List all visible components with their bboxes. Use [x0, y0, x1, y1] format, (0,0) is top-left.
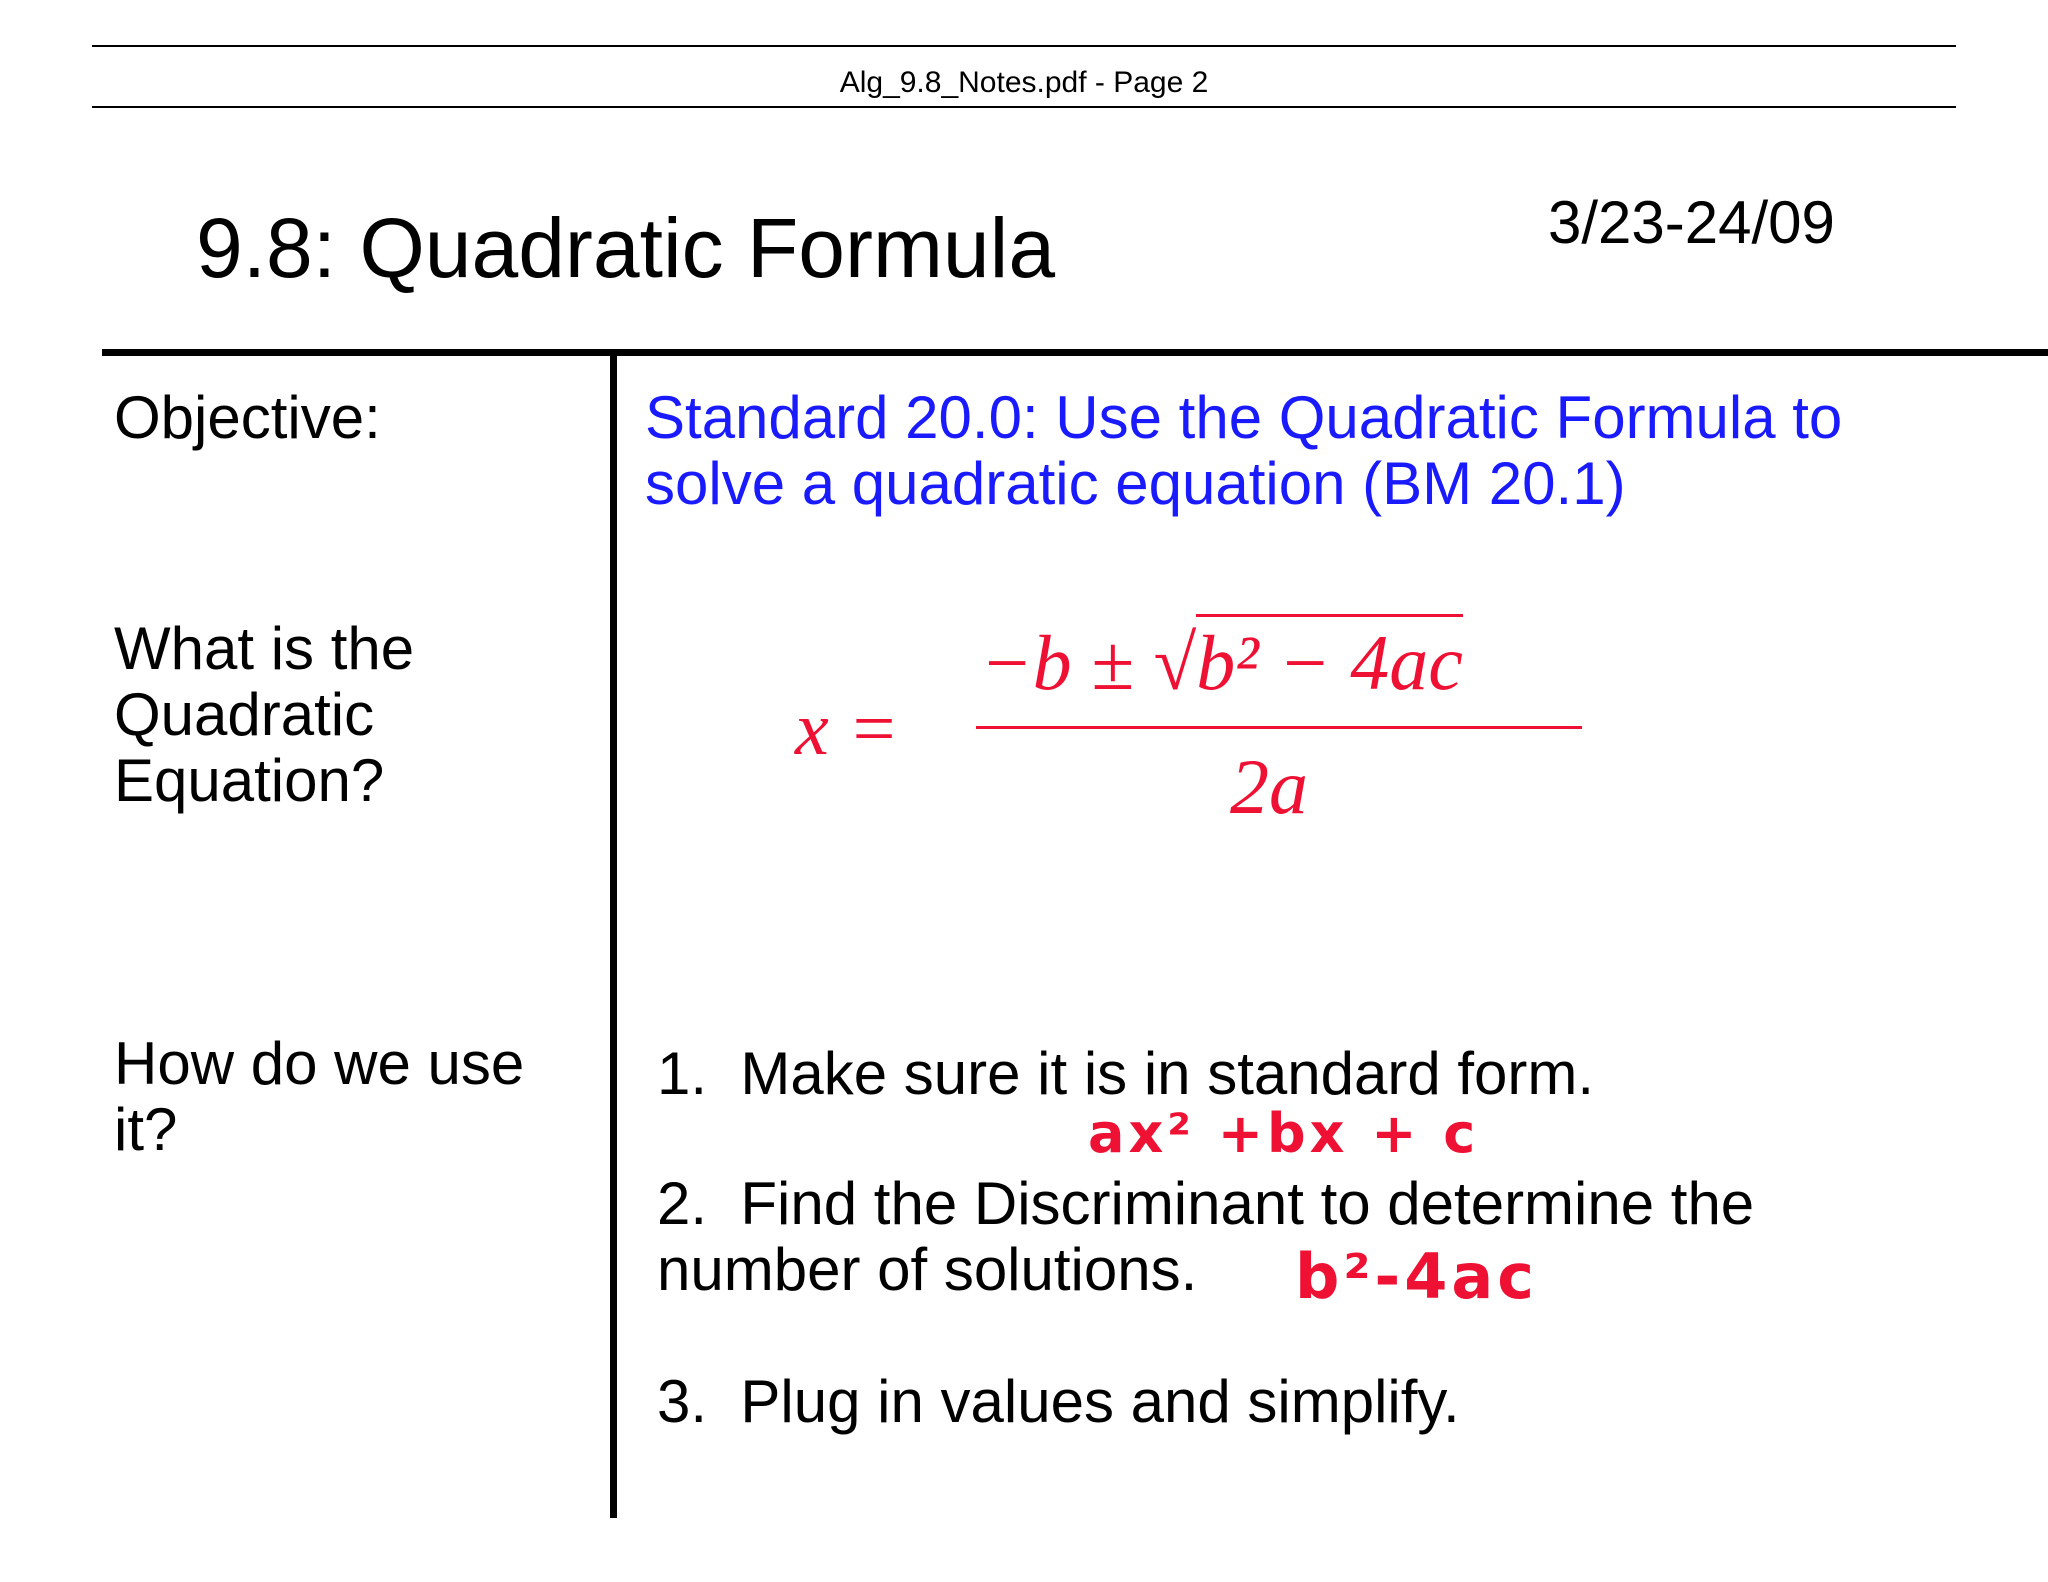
formula-question-label: What is the Quadratic Equation?: [114, 615, 415, 814]
step-3: [657, 1369, 1460, 1435]
step-2-text-line1: Find the Discriminant to determine the: [740, 1170, 1755, 1237]
section-divider-vertical: [610, 352, 617, 1518]
header-top-rule: [92, 45, 1956, 47]
section-divider-horizontal: [102, 349, 2048, 356]
formula-denominator: 2a: [1230, 743, 1308, 830]
step-2-number: 2.: [657, 1170, 708, 1237]
objective-text-line1: Standard 20.0: Use the Quadratic Formula to: [645, 384, 1843, 451]
formula-numerator-pre: −b ±: [980, 619, 1154, 706]
step-3-text: Plug in values and simplify.: [740, 1368, 1460, 1435]
objective-text-line2: solve a quadratic equation (BM 20.1): [645, 450, 1626, 517]
formula-numerator: [980, 618, 1463, 708]
usage-question-label: How do we use it?: [114, 1030, 525, 1163]
document-title: Alg_9.8_Notes.pdf - Page 2: [839, 66, 1209, 99]
step-1: [657, 1041, 1594, 1107]
step-3-number: 3.: [657, 1368, 708, 1435]
handwriting-discriminant: b²-4ac: [1295, 1240, 1538, 1313]
radical-sign-icon: √: [1153, 619, 1197, 706]
handwriting-standard-form: ax² +bx + c: [1088, 1102, 1480, 1165]
page-date: 3/23-24/09: [1548, 189, 1835, 256]
page-title: 9.8: Quadratic Formula: [196, 201, 1056, 295]
step-2-continued: number of solutions.: [657, 1236, 1198, 1303]
step-2: [657, 1171, 1754, 1237]
objective-label: Objective:: [114, 384, 381, 451]
fraction-bar: [976, 726, 1582, 729]
formula-radicand: b² − 4ac: [1196, 614, 1463, 706]
formula-lhs: x =: [795, 687, 900, 771]
step-1-number: 1.: [657, 1040, 708, 1107]
step-1-text: Make sure it is in standard form.: [740, 1040, 1595, 1107]
header-bottom-rule: [92, 106, 1956, 108]
